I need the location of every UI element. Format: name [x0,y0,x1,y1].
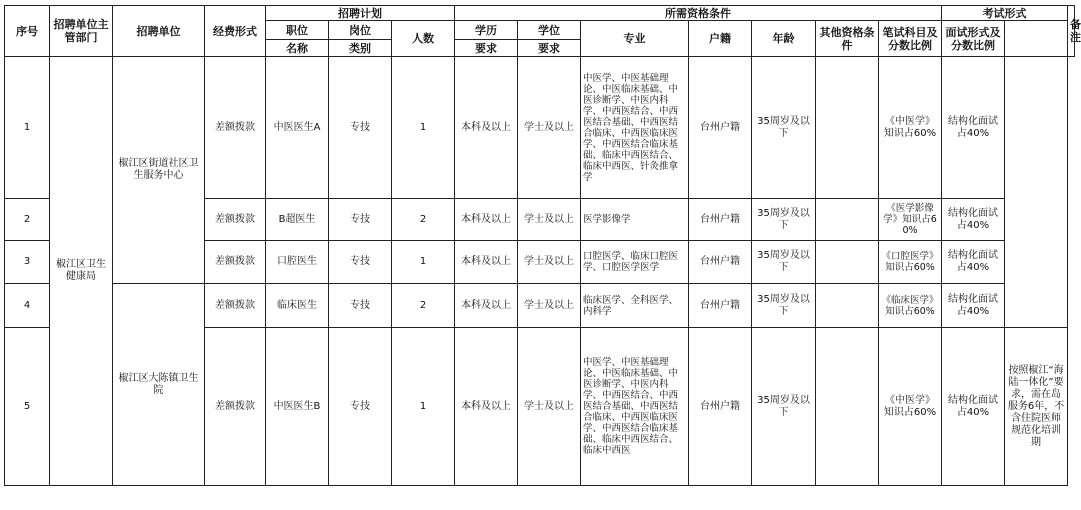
cell-category: 专技 [329,241,392,284]
cell-seq: 4 [5,284,50,328]
cell-degree: 学士及以上 [518,328,581,486]
cell-age: 35周岁及以下 [752,57,816,199]
cell-category: 专技 [329,57,392,199]
header-count: 人数 [392,21,455,57]
cell-other [816,199,879,241]
cell-funding: 差额拨款 [205,328,266,486]
table-row [5,284,1075,328]
cell-count: 1 [392,328,455,486]
cell-unit-b: 椒江区大陈镇卫生院 [113,284,205,486]
cell-major: 医学影像学 [581,199,689,241]
cell-written: 《医学影像学》知识占60% [879,199,942,241]
cell-degree: 学士及以上 [518,284,581,328]
cell-major: 中医学、中医基础理论、中医临床基础、中医诊断学、中医内科学、中西医结合、中西医结合基础、中西医结合临床、中西医临床医学、中西医结合临床基础、临床中西医结合、临床中西医 [581,328,689,486]
cell-edu: 本科及以上 [455,241,518,284]
header-degree-bottom: 要求 [518,40,581,57]
header-hukou: 户籍 [689,21,752,57]
cell-interview: 结构化面试占40% [942,284,1005,328]
header-plan: 招聘计划 [266,6,455,21]
cell-hukou: 台州户籍 [689,284,752,328]
cell-major: 中医学、中医基础理论、中医临床基础、中医诊断学、中医内科学、中西医结合、中西医结合基础、中西医结合临床、中西医临床医学、中西医结合临床基础、临床中西医结合、临床中西医、针灸推拿学 [581,57,689,199]
cell-degree: 学士及以上 [518,241,581,284]
cell-interview: 结构化面试占40% [942,241,1005,284]
header-category-top: 岗位 [329,21,392,40]
header-edu-bottom: 要求 [455,40,518,57]
cell-written: 《中医学》知识占60% [879,57,942,199]
cell-major: 口腔医学、临床口腔医学、口腔医学医学 [581,241,689,284]
header-dept: 招聘单位主管部门 [50,6,113,57]
header-position-top: 职位 [266,21,329,40]
header-category-bottom: 类别 [329,40,392,57]
recruitment-table [4,5,1081,486]
cell-position: B超医生 [266,199,329,241]
header-edu-top: 学历 [455,21,518,40]
cell-category: 专技 [329,328,392,486]
header-age: 年龄 [752,21,816,57]
cell-funding: 差额拨款 [205,199,266,241]
cell-other [816,284,879,328]
cell-funding: 差额拨款 [205,241,266,284]
header-remark: 备注 [1068,6,1075,57]
cell-count: 1 [392,57,455,199]
cell-interview: 结构化面试占40% [942,57,1005,199]
cell-major: 临床医学、全科医学、内科学 [581,284,689,328]
header-other: 其他资格条件 [816,21,879,57]
cell-written: 《临床医学》知识占60% [879,284,942,328]
cell-edu: 本科及以上 [455,328,518,486]
cell-written: 《口腔医学》知识占60% [879,241,942,284]
cell-degree: 学士及以上 [518,199,581,241]
cell-hukou: 台州户籍 [689,328,752,486]
cell-age: 35周岁及以下 [752,199,816,241]
header-exam: 考试形式 [942,6,1068,21]
cell-position: 中医医生A [266,57,329,199]
header-funding: 经费形式 [205,6,266,57]
cell-count: 2 [392,284,455,328]
cell-hukou: 台州户籍 [689,57,752,199]
cell-count: 2 [392,199,455,241]
cell-seq: 2 [5,199,50,241]
cell-unit-a: 椒江区街道社区卫生服务中心 [113,57,205,284]
cell-edu: 本科及以上 [455,57,518,199]
cell-age: 35周岁及以下 [752,241,816,284]
header-written: 笔试科目及分数比例 [879,21,942,57]
cell-interview: 结构化面试占40% [942,328,1005,486]
cell-other [816,57,879,199]
cell-edu: 本科及以上 [455,199,518,241]
cell-interview: 结构化面试占40% [942,199,1005,241]
cell-category: 专技 [329,199,392,241]
table-row [5,57,1075,199]
cell-dept: 椒江区卫生健康局 [50,57,113,486]
header-degree-top: 学位 [518,21,581,40]
cell-degree: 学士及以上 [518,57,581,199]
header-qualifications: 所需资格条件 [455,6,942,21]
cell-remark: 按照椒江“海陆一体化”要求，需在岛服务6年，不含住院医师规范化培训期 [1005,328,1068,486]
cell-age: 35周岁及以下 [752,328,816,486]
header-seq: 序号 [5,6,50,57]
cell-seq: 5 [5,328,50,486]
cell-age: 35周岁及以下 [752,284,816,328]
header-interview: 面试形式及分数比例 [942,21,1005,57]
header-major: 专业 [581,21,689,57]
cell-hukou: 台州户籍 [689,199,752,241]
cell-hukou: 台州户籍 [689,241,752,284]
cell-position: 中医医生B [266,328,329,486]
cell-other [816,328,879,486]
cell-position: 临床医生 [266,284,329,328]
cell-position: 口腔医生 [266,241,329,284]
cell-edu: 本科及以上 [455,284,518,328]
header-unit: 招聘单位 [113,6,205,57]
cell-other [816,241,879,284]
cell-funding: 差额拨款 [205,284,266,328]
cell-count: 1 [392,241,455,284]
header-position-bottom: 名称 [266,40,329,57]
cell-seq: 1 [5,57,50,199]
cell-written: 《中医学》知识占60% [879,328,942,486]
cell-funding: 差额拨款 [205,57,266,199]
cell-remark-empty [1005,57,1068,328]
cell-category: 专技 [329,284,392,328]
cell-seq: 3 [5,241,50,284]
